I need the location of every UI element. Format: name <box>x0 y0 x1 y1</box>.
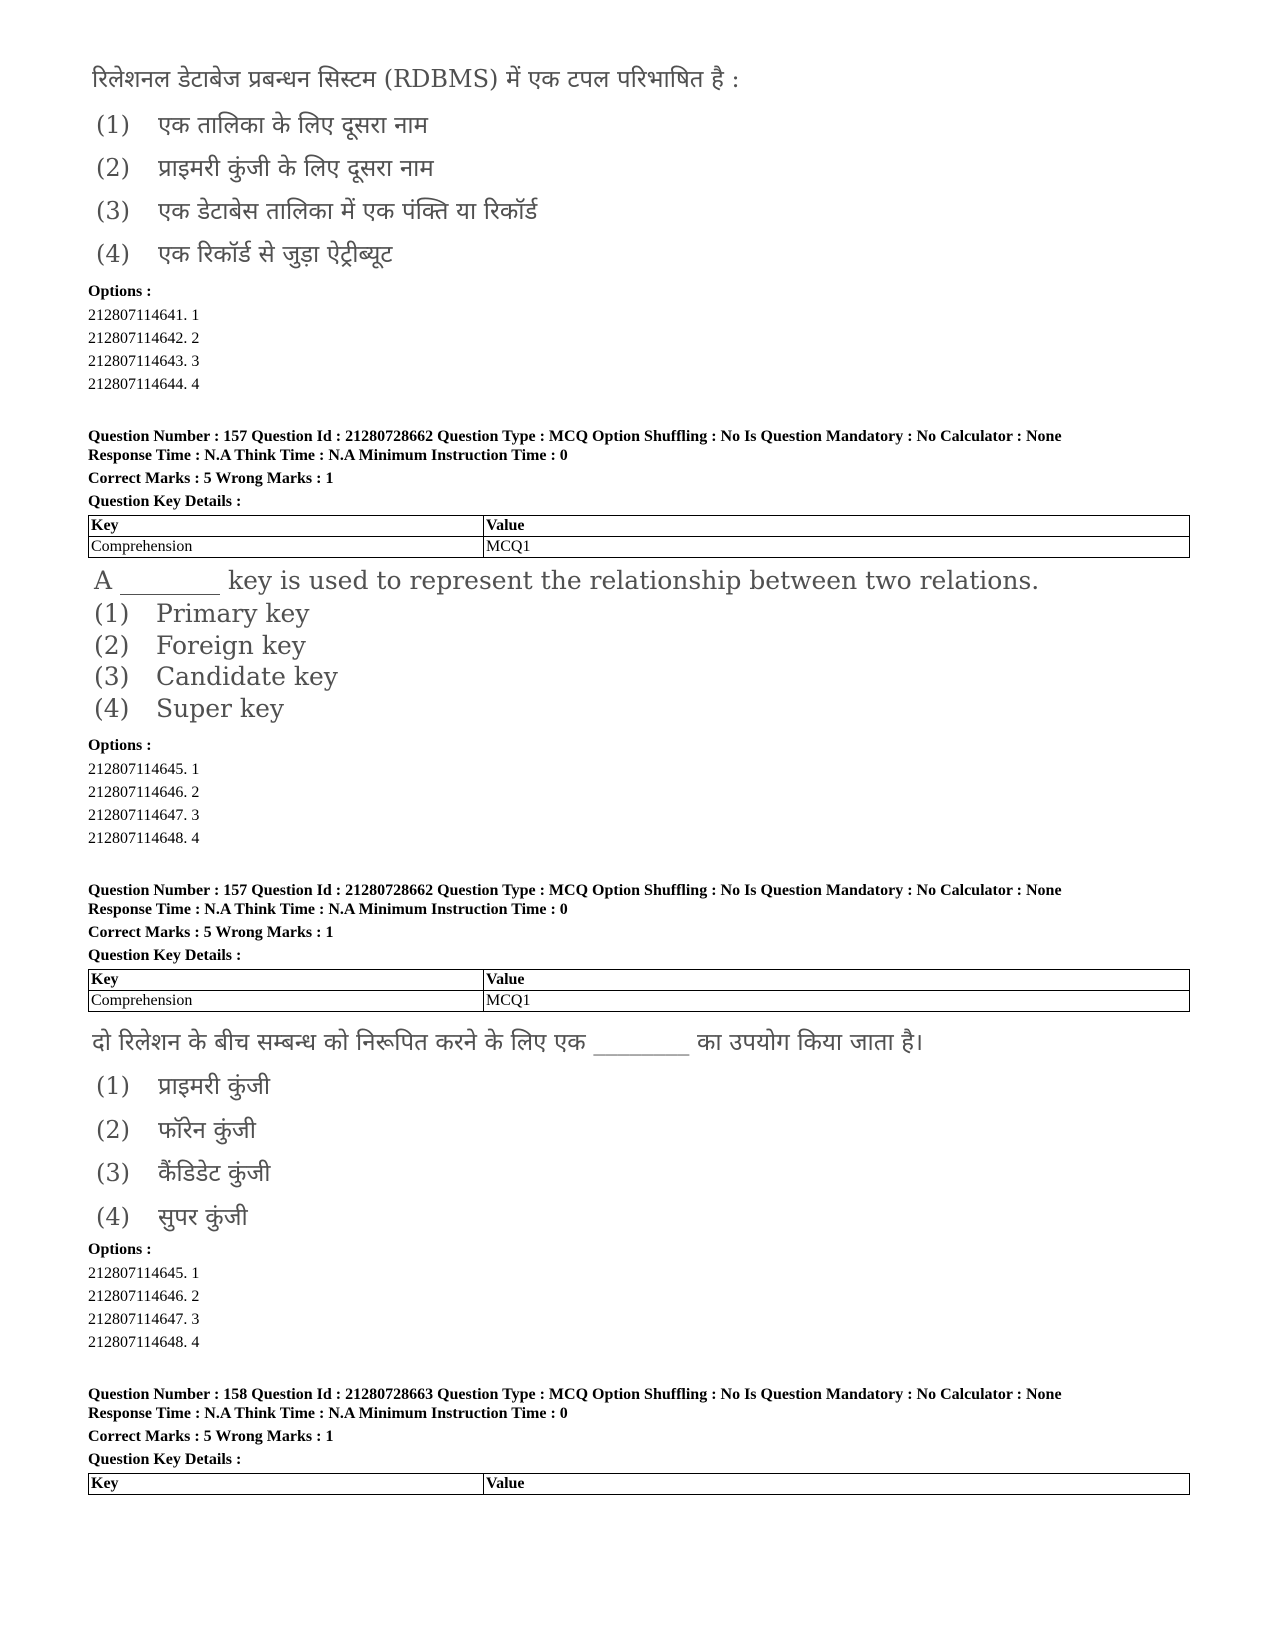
option-2 <box>96 1113 256 1146</box>
option-number: (1) <box>96 111 130 139</box>
question-meta-line: Response Time : N.A Think Time : N.A Minimum Instruction Time : 0 <box>88 1405 568 1422</box>
option-id: 212807114642. 2 <box>88 330 200 347</box>
option-number: (2) <box>94 631 130 660</box>
option-text: Primary key <box>156 599 310 628</box>
option-text: फॉरेन कुंजी <box>158 1116 256 1144</box>
option-1 <box>94 599 309 628</box>
option-text: प्राइमरी कुंजी के लिए दूसरा नाम <box>158 154 434 182</box>
table-row <box>89 537 1190 558</box>
option-text: Candidate key <box>156 662 338 691</box>
option-text: कैंडिडेट कुंजी <box>158 1159 271 1187</box>
question-meta-line: Question Number : 158 Question Id : 21280728663 Question Type : MCQ Option Shuffling : No Is Question Mandatory : No Calculator : None <box>88 1386 1062 1403</box>
option-4 <box>96 237 392 270</box>
option-4 <box>96 1200 248 1233</box>
table-header-row <box>89 1474 1190 1495</box>
question-meta <box>88 427 1198 465</box>
option-number: (4) <box>96 240 130 268</box>
question-meta <box>88 881 1198 919</box>
option-1 <box>96 108 428 141</box>
option-3 <box>96 1156 271 1189</box>
question-meta-line: Response Time : N.A Think Time : N.A Minimum Instruction Time : 0 <box>88 447 568 464</box>
question-image-hindi-key <box>92 1025 992 1235</box>
question-stem: A ________ key is used to represent the relationship between two relations. <box>94 566 1040 595</box>
option-number: (1) <box>94 599 130 628</box>
option-id-list <box>88 304 199 396</box>
option-2 <box>94 631 306 660</box>
option-text: Super key <box>156 694 284 723</box>
option-id: 212807114641. 1 <box>88 307 200 324</box>
option-id: 212807114645. 1 <box>88 761 200 778</box>
table-row <box>89 991 1190 1012</box>
option-number: (3) <box>96 197 130 225</box>
option-text: एक तालिका के लिए दूसरा नाम <box>158 111 428 139</box>
table-header-value: Value <box>484 970 1190 991</box>
options-heading: Options : <box>88 1241 152 1258</box>
key-value-table <box>88 969 1190 1012</box>
option-id: 212807114647. 3 <box>88 1311 200 1328</box>
option-text: प्राइमरी कुंजी <box>158 1072 271 1100</box>
table-cell-key: Comprehension <box>89 537 484 558</box>
option-number: (3) <box>94 662 130 691</box>
option-2 <box>96 151 434 184</box>
question-meta-line: Question Number : 157 Question Id : 21280728662 Question Type : MCQ Option Shuffling : No Is Question Mandatory : No Calculator : None <box>88 882 1062 899</box>
option-id: 212807114646. 2 <box>88 784 200 801</box>
question-image-hindi-tuple <box>92 62 792 282</box>
question-meta-line: Question Number : 157 Question Id : 21280728662 Question Type : MCQ Option Shuffling : No Is Question Mandatory : No Calculator : None <box>88 428 1062 445</box>
question-image-english-key <box>94 566 1040 726</box>
option-number: (2) <box>96 1116 130 1144</box>
marks-line: Correct Marks : 5 Wrong Marks : 1 <box>88 1428 334 1445</box>
option-3 <box>94 662 338 691</box>
question-meta <box>88 1385 1198 1423</box>
option-text: सुपर कुंजी <box>158 1203 248 1231</box>
option-id: 212807114648. 4 <box>88 1334 200 1351</box>
table-cell-value: MCQ1 <box>484 537 1190 558</box>
option-number: (2) <box>96 154 130 182</box>
marks-line: Correct Marks : 5 Wrong Marks : 1 <box>88 924 334 941</box>
option-number: (4) <box>96 1203 130 1231</box>
option-1 <box>96 1069 270 1102</box>
option-id: 212807114647. 3 <box>88 807 200 824</box>
table-header-value: Value <box>484 1474 1190 1495</box>
option-id: 212807114643. 3 <box>88 353 200 370</box>
option-4 <box>94 694 284 723</box>
question-stem: दो रिलेशन के बीच सम्बन्ध को निरूपित करने के लिए एक ________ का उपयोग किया जाता है। <box>92 1028 924 1056</box>
table-cell-value: MCQ1 <box>484 991 1190 1012</box>
key-value-table <box>88 515 1190 558</box>
option-id: 212807114646. 2 <box>88 1288 200 1305</box>
option-id: 212807114645. 1 <box>88 1265 200 1282</box>
key-details-heading: Question Key Details : <box>88 947 242 964</box>
table-header-row <box>89 970 1190 991</box>
option-number: (3) <box>96 1159 130 1187</box>
option-text: एक रिकॉर्ड से जुड़ा ऐट्रीब्यूट <box>158 240 393 268</box>
option-number: (1) <box>96 1072 130 1100</box>
table-cell-key: Comprehension <box>89 991 484 1012</box>
table-header-row <box>89 516 1190 537</box>
options-heading: Options : <box>88 283 152 300</box>
table-header-key: Key <box>89 1474 484 1495</box>
marks-line: Correct Marks : 5 Wrong Marks : 1 <box>88 470 334 487</box>
option-number: (4) <box>94 694 130 723</box>
options-heading: Options : <box>88 737 152 754</box>
table-header-value: Value <box>484 516 1190 537</box>
key-details-heading: Question Key Details : <box>88 493 242 510</box>
question-stem: रिलेशनल डेटाबेज प्रबन्धन सिस्टम (RDBMS) में एक टपल परिभाषित है : <box>92 65 740 93</box>
option-id-list <box>88 1262 199 1354</box>
key-details-heading: Question Key Details : <box>88 1451 242 1468</box>
table-header-key: Key <box>89 970 484 991</box>
option-text: Foreign key <box>156 631 306 660</box>
table-header-key: Key <box>89 516 484 537</box>
option-id-list <box>88 758 199 850</box>
option-id: 212807114648. 4 <box>88 830 200 847</box>
option-id: 212807114644. 4 <box>88 376 200 393</box>
option-text: एक डेटाबेस तालिका में एक पंक्ति या रिकॉर्ड <box>158 197 538 225</box>
key-value-table <box>88 1473 1190 1495</box>
question-meta-line: Response Time : N.A Think Time : N.A Minimum Instruction Time : 0 <box>88 901 568 918</box>
option-3 <box>96 194 537 227</box>
